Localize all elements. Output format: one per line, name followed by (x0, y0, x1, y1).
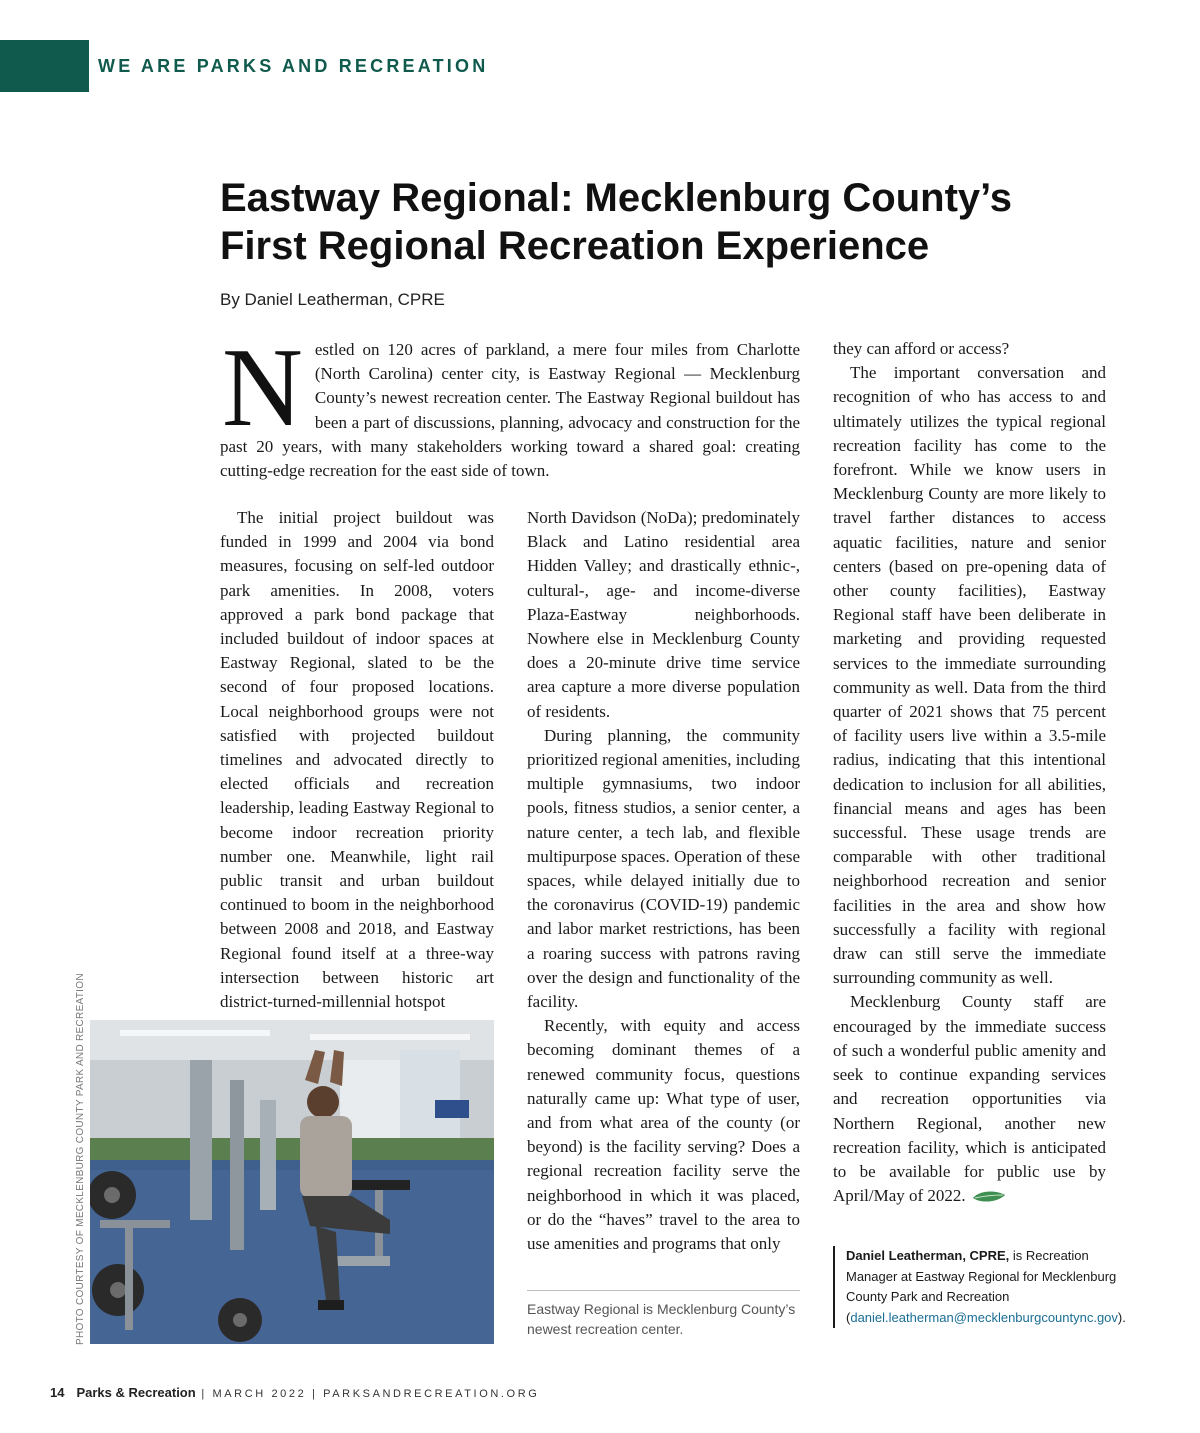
issue-meta: | MARCH 2022 | PARKSANDRECREATION.ORG (195, 1388, 540, 1400)
body-paragraph: North Davidson (NoDa); predominately Black and Latino residential area Hidden Valley; and drastically ethnic-, cultural-, age- and income-diverse Plaza-Eastway neighborhoods. Nowhere else in Mecklenburg County does a 20-minute drive time service area capture a more diverse population of residents. (527, 508, 800, 721)
gym-photo (90, 1020, 494, 1344)
lede-paragraph (220, 326, 800, 483)
magazine-name: Parks & Recreation (76, 1385, 196, 1400)
article-title (220, 174, 1120, 270)
body-paragraph: they can afford or access? (833, 339, 1010, 358)
section-label: WE ARE PARKS AND RECREATION (98, 56, 489, 76)
header-color-block (0, 40, 89, 92)
author-bio-close: ). (1117, 1309, 1126, 1325)
photo-caption: Eastway Regional is Mecklenburg County’s newest recreation center. (527, 1301, 796, 1337)
closing-text: Mecklenburg County staff are encouraged by the immediate success of such a wonderful public amenity and seek to continue expanding services and recreation opportunities via Northern Regional, another new recreation facility, which is anticipated to be available for public use by April/May of 2022. (833, 992, 1106, 1206)
body-column-2 (527, 506, 800, 1256)
body-paragraph: During planning, the community prioritized regional amenities, including multiple gymnasiums, two indoor pools, fitness studios, a senior center, a nature center, a tech lab, and flexible multipurpose spaces. Operation of these spaces, while delayed initially due to the coronavirus (COVID-19) pandemic and labor market restrictions, has been a roaring success with patrons raving over the design and functionality of the facility. (527, 725, 800, 1012)
leaf-end-mark-icon (972, 1190, 1006, 1204)
article-title-line-2: First Regional Recreation Experience (220, 224, 930, 268)
page-footer (50, 1385, 539, 1400)
body-paragraph (833, 990, 1106, 1208)
photo-credit: PHOTO COURTESY OF MECKLENBURG COUNTY PARK AND RECREATION (75, 973, 86, 1345)
body-paragraph: Recently, with equity and access becoming dominant themes of a renewed community focus, questions naturally came up: What type of user, and from what area of the county (or beyond) is the facility serving? Does a regional recreation facility serve the neighborhood in which it was placed, or do the “haves” travel to the area to use amenities and programs that only (527, 1016, 800, 1254)
body-paragraph: The important conversation and recognition of who has access to and ultimately utilizes the typical regional recreation facility has come to the forefront. While we know users in Mecklenburg County are more likely to travel farther distances to access aquatic facilities, nature and senior centers (based on pre-opening data of other county facilities), Eastway Regional staff have been deliberate in marketing and providing requested services to the immediate surrounding community as well. Data from the third quarter of 2021 shows that 75 percent of facility users live within a 3.5-mile radius, indicating that this intentional dedication to inclusion for all abilities, financial means and ages has been successful. These usage trends are comparable with other traditional neighborhood recreation and senior facilities in the area and show how successfully a facility with regional draw can still serve the immediate surrounding community as well. (833, 363, 1106, 988)
page-number: 14 (50, 1385, 65, 1400)
author-name: Daniel Leatherman, CPRE, (846, 1248, 1010, 1263)
article-title-line-1: Eastway Regional: Mecklenburg County’s (220, 176, 1013, 220)
caption-divider (527, 1290, 800, 1291)
byline: By Daniel Leatherman, CPRE (220, 290, 445, 309)
body-paragraph: The initial project buildout was funded in 1999 and 2004 via bond measures, focusing on self-led outdoor park amenities. In 2008, voters approved a park bond package that included buildout of indoor spaces at Eastway Regional, slated to be the second of four proposed locations. Local neighborhood groups were not satisfied with projected buildout timelines and advocated directly to elected officials and recreation leadership, leading Eastway Regional to become indoor recreation priority number one. Meanwhile, light rail public transit and urban buildout continued to boom in the neighborhood between 2008 and 2018, and Eastway Regional found itself at a three-way intersection between historic art district-turned-millennial hotspot (220, 508, 494, 1012)
author-bio (833, 1246, 1126, 1328)
body-column-1 (220, 506, 494, 1014)
author-email-link[interactable]: daniel.leatherman@mecklenburgcountync.gov (850, 1309, 1118, 1325)
body-column-3 (833, 337, 1106, 1208)
gym-illustration (90, 1020, 494, 1344)
lede-text: estled on 120 acres of parkland, a mere four miles from Charlotte (North Carolina) center city, is Eastway Regional — Mecklenburg County’s newest recreation center. The Eastway Regional buildout has been a part of discussions, planning, advocacy and construction for the past 20 years, with many stakeholders working toward a shared goal: creating cutting-edge recreation for the east side of town. (220, 340, 800, 481)
author-bio-text: is Recreation Manager at Eastway Regional for Mecklenburg County Park and Recreation ( (846, 1248, 1117, 1325)
drop-cap: N (222, 326, 303, 450)
